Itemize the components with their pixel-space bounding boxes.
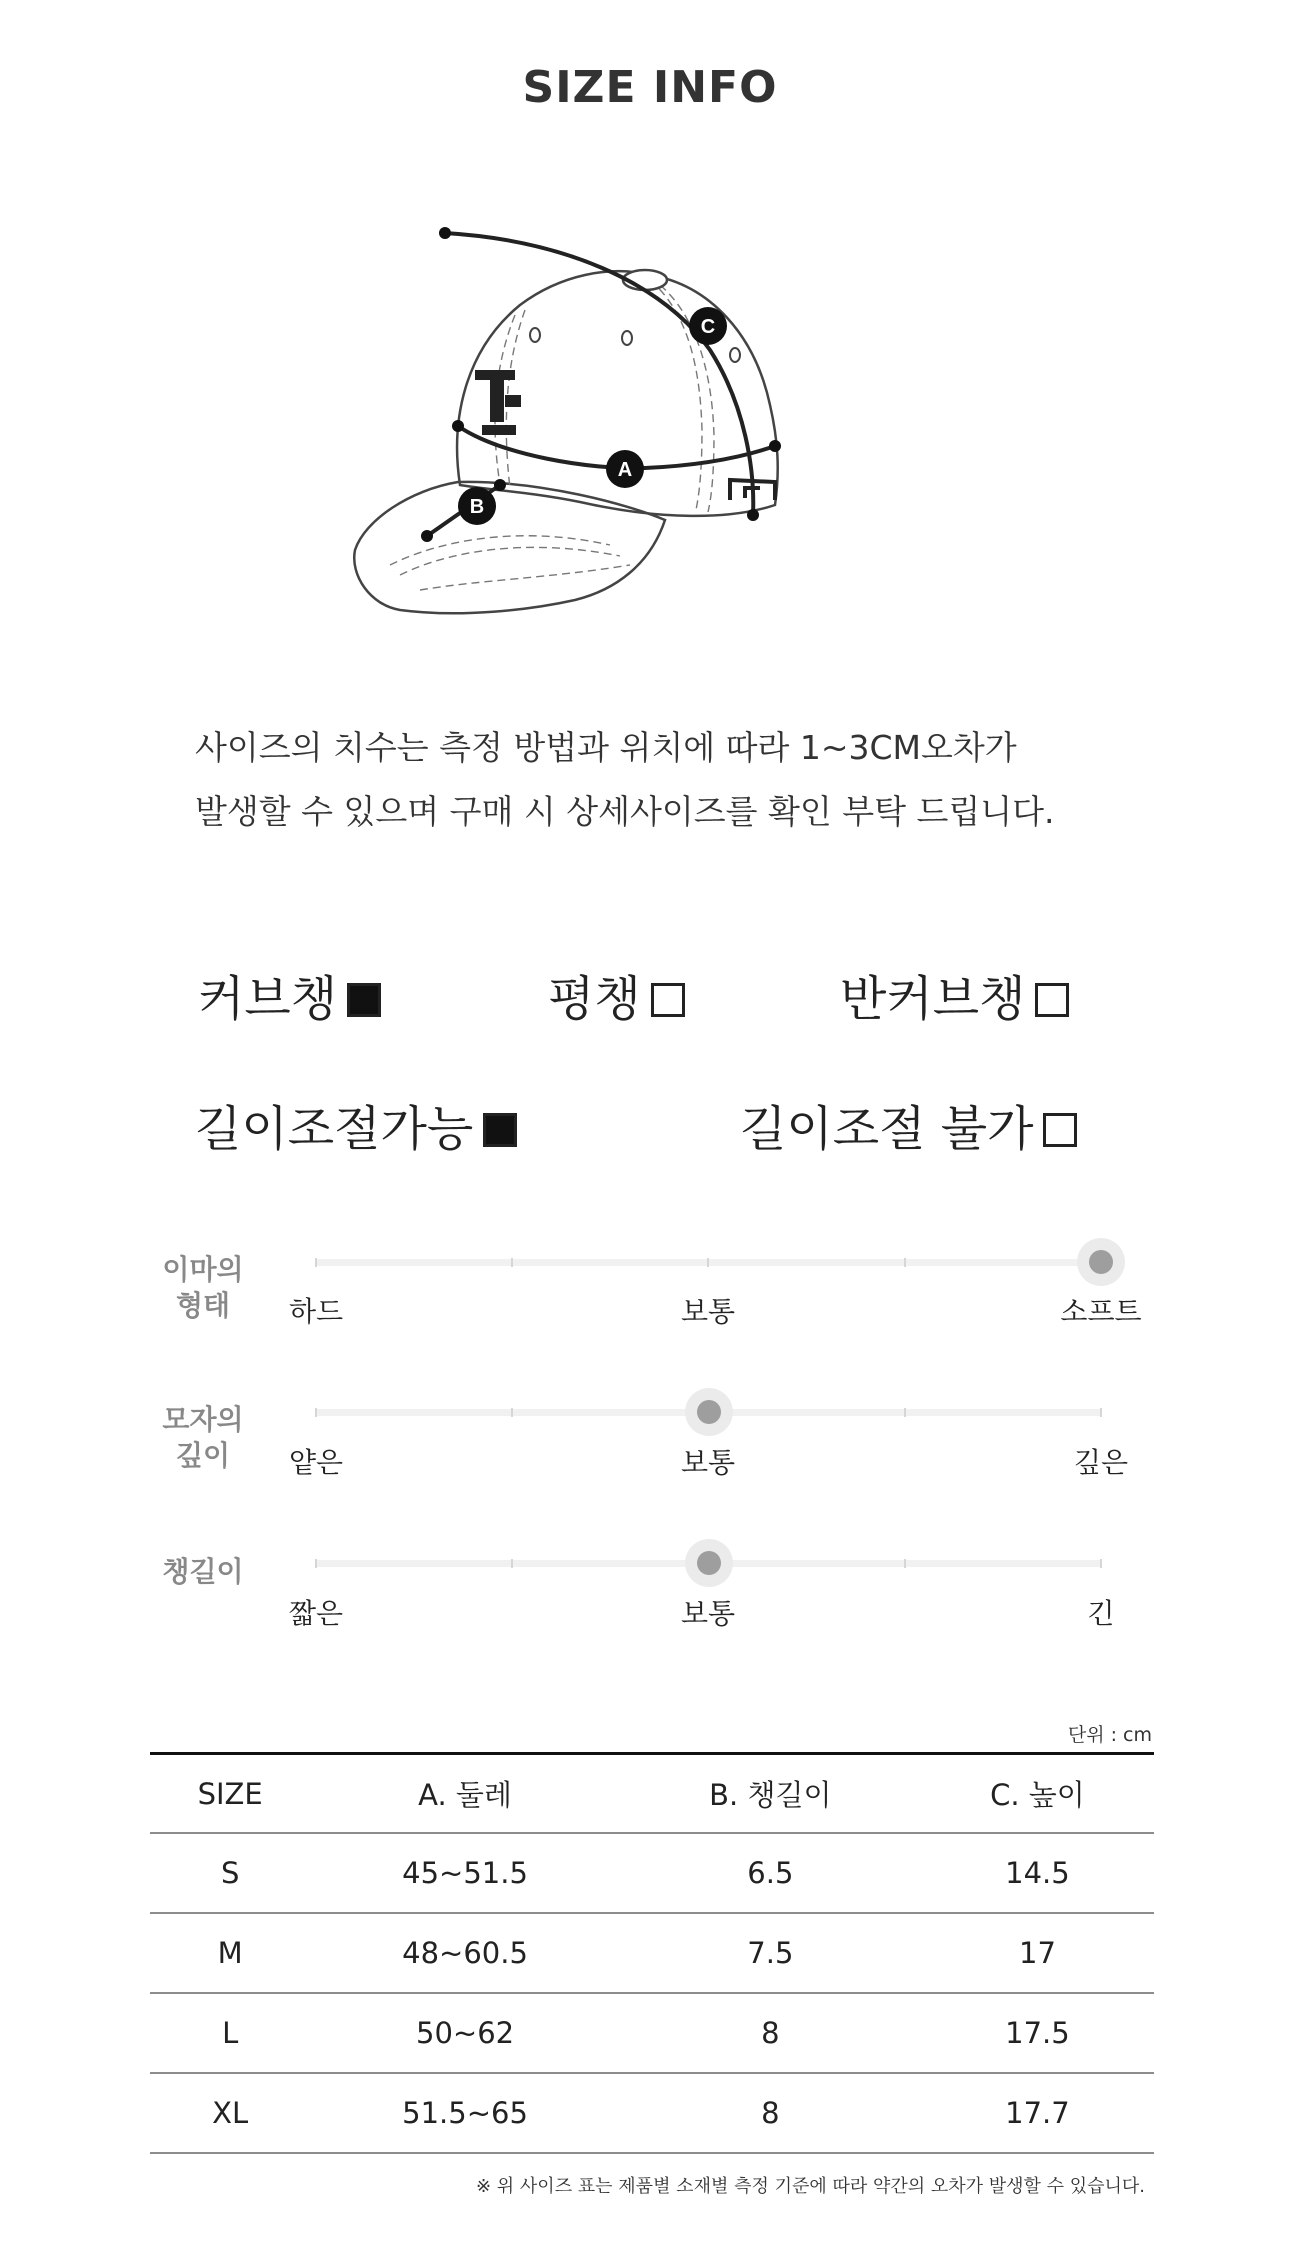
cap-brim bbox=[354, 482, 665, 613]
rating-label-brim-length: 챙길이 bbox=[162, 1555, 244, 1588]
badge-c-label: C bbox=[700, 316, 716, 338]
table-cell: M bbox=[150, 1913, 310, 1993]
rating-left-label: 짧은 bbox=[288, 1597, 344, 1630]
rating-mid-label: 보통 bbox=[680, 1446, 736, 1479]
unchecked-box-icon bbox=[1035, 983, 1069, 1017]
table-cell: XL bbox=[150, 2073, 310, 2153]
option-curved-brim bbox=[198, 960, 381, 1029]
table-row bbox=[150, 1993, 1154, 2073]
unit-label: 단위 : cm bbox=[1067, 1724, 1152, 1746]
rating-right-label: 깊은 bbox=[1073, 1446, 1129, 1479]
table-cell: 8 bbox=[620, 1993, 921, 2073]
footnote: ※ 위 사이즈 표는 제품별 소재별 측정 기준에 따라 약간의 오차가 발생할 수 있습니다. bbox=[476, 2176, 1145, 2197]
option-label: 길이조절 불가 bbox=[740, 1101, 1034, 1157]
table-cell: 48~60.5 bbox=[310, 1913, 619, 1993]
table-cell: 17.7 bbox=[921, 2073, 1154, 2153]
rating-right-label: 긴 bbox=[1087, 1597, 1115, 1630]
rating-left-label: 얕은 bbox=[288, 1446, 344, 1479]
column-header: C. 높이 bbox=[921, 1754, 1154, 1834]
table-cell: 7.5 bbox=[620, 1913, 921, 1993]
option-half-curved-brim bbox=[840, 960, 1069, 1029]
rating-mid-label: 보통 bbox=[680, 1295, 736, 1328]
option-label: 반커브챙 bbox=[840, 971, 1026, 1027]
rating-knob-brim-length bbox=[685, 1539, 733, 1587]
table-cell: 50~62 bbox=[310, 1993, 619, 2073]
rating-right-label: 소프트 bbox=[1060, 1295, 1142, 1328]
page-title: SIZE INFO bbox=[522, 62, 778, 113]
rating-left-label: 하드 bbox=[288, 1295, 344, 1328]
notice-line-2: 발생할 수 있으며 구매 시 상세사이즈를 확인 부탁 드립니다. bbox=[195, 792, 1055, 831]
option-label: 평챙 bbox=[548, 971, 641, 1027]
table-row bbox=[150, 1833, 1154, 1913]
column-header: B. 챙길이 bbox=[620, 1754, 921, 1834]
table-row bbox=[150, 2073, 1154, 2153]
rating-label-depth: 모자의 깊이 bbox=[162, 1403, 244, 1472]
table-cell: 45~51.5 bbox=[310, 1833, 619, 1913]
table-cell: L bbox=[150, 1993, 310, 2073]
table-cell: 17 bbox=[921, 1913, 1154, 1993]
table-cell: 8 bbox=[620, 2073, 921, 2153]
cap-measurement-diagram bbox=[330, 220, 930, 620]
rating-track-forehead bbox=[315, 1259, 1102, 1266]
badge-b-label: B bbox=[469, 496, 485, 518]
option-label: 길이조절가능 bbox=[195, 1101, 474, 1157]
table-cell: S bbox=[150, 1833, 310, 1913]
table-header-row bbox=[150, 1754, 1154, 1834]
notice-line-1: 사이즈의 치수는 측정 방법과 위치에 따라 1~3CM오차가 bbox=[195, 728, 1017, 767]
option-label: 커브챙 bbox=[198, 971, 338, 1027]
table-cell: 51.5~65 bbox=[310, 2073, 619, 2153]
column-header: A. 둘레 bbox=[310, 1754, 619, 1834]
table-row bbox=[150, 1913, 1154, 1993]
cap-front-logo bbox=[475, 370, 521, 435]
rating-mid-label: 보통 bbox=[680, 1597, 736, 1630]
size-table bbox=[150, 1752, 1154, 2154]
option-not-adjustable bbox=[740, 1090, 1077, 1159]
checked-box-icon bbox=[483, 1113, 517, 1147]
table-cell: 14.5 bbox=[921, 1833, 1154, 1913]
option-adjustable bbox=[195, 1090, 517, 1159]
column-header: SIZE bbox=[150, 1754, 310, 1834]
option-flat-brim bbox=[548, 960, 685, 1029]
unchecked-box-icon bbox=[651, 983, 685, 1017]
rating-label-forehead: 이마의 형태 bbox=[162, 1253, 244, 1322]
rating-knob-depth bbox=[685, 1388, 733, 1436]
table-cell: 17.5 bbox=[921, 1993, 1154, 2073]
table-cell: 6.5 bbox=[620, 1833, 921, 1913]
badge-a-label: A bbox=[617, 459, 633, 481]
rating-knob-forehead bbox=[1077, 1238, 1125, 1286]
checked-box-icon bbox=[347, 983, 381, 1017]
unchecked-box-icon bbox=[1043, 1113, 1077, 1147]
